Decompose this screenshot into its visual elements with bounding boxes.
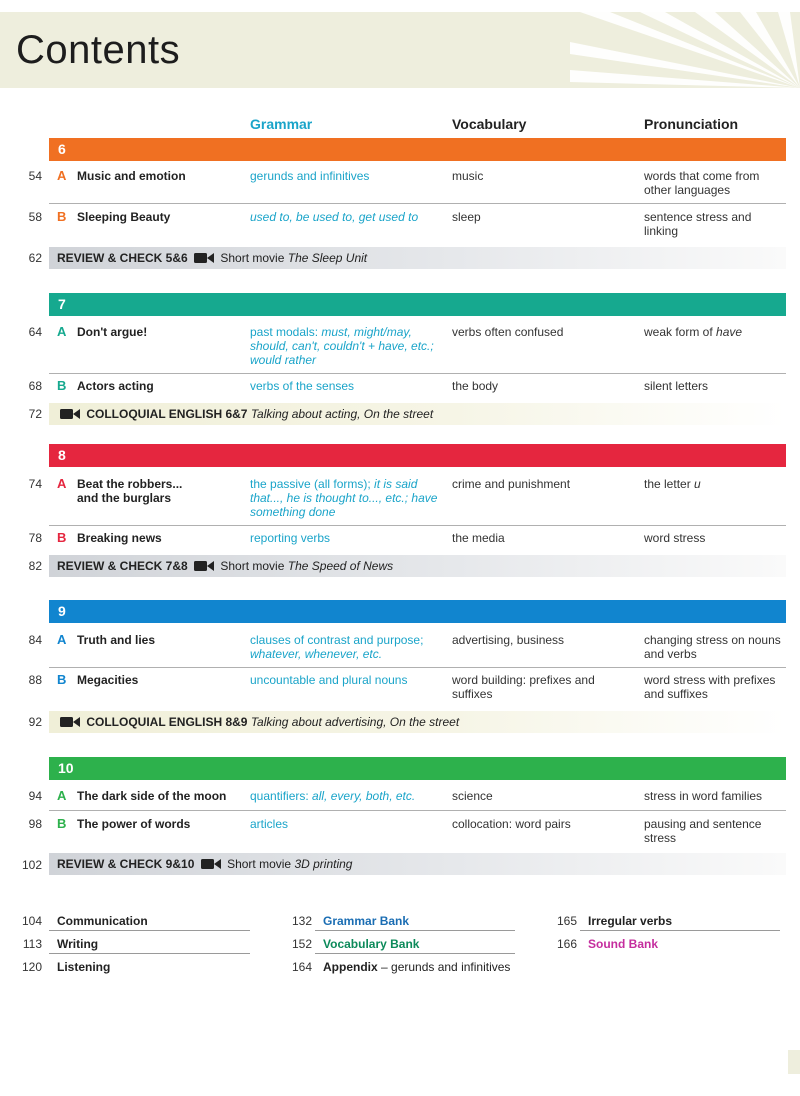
row-divider: [49, 203, 786, 204]
unit-7-header: 7: [49, 293, 786, 316]
lesson-vocabulary: music: [452, 169, 484, 183]
band-label: COLLOQUIAL ENGLISH 8&9: [86, 715, 248, 729]
lesson-letter: B: [57, 530, 67, 545]
page-number: 166: [556, 937, 577, 951]
review-check-band[interactable]: [49, 853, 786, 875]
band-label: REVIEW & CHECK 5&6: [57, 251, 188, 265]
row-divider: [49, 810, 786, 811]
band-title: Talking about advertising, On the street: [250, 715, 460, 729]
lesson-title: The dark side of the moon: [77, 789, 227, 803]
lesson-grammar: quantifiers: all, every, both, etc.: [250, 789, 416, 803]
row-divider: [49, 953, 250, 954]
page-number: 78: [28, 531, 42, 545]
sunburst-decoration: [570, 12, 800, 88]
page-number: 62: [28, 251, 42, 265]
footer-label: Communication: [57, 914, 148, 928]
column-header-pronunciation: Pronunciation: [644, 116, 739, 132]
page-number: 72: [28, 407, 42, 421]
page-corner-decoration: [788, 1050, 800, 1074]
lesson-letter: A: [57, 788, 67, 803]
row-divider: [49, 373, 786, 374]
row-divider: [315, 953, 515, 954]
lesson-pronunciation: stress in word families: [644, 789, 763, 803]
band-prefix: Short movie: [227, 857, 292, 871]
unit-9-header: 9: [49, 600, 786, 623]
page-number: 84: [28, 633, 42, 647]
row-divider: [49, 667, 786, 668]
lesson-vocabulary: collocation: word pairs: [452, 817, 571, 831]
lesson-pronunciation: changing stress on nouns and verbs: [644, 633, 781, 661]
lesson-grammar: articles: [250, 817, 289, 831]
lesson-letter: A: [57, 168, 67, 183]
page-number: 94: [28, 789, 42, 803]
lesson-vocabulary: science: [452, 789, 493, 803]
page-number: 58: [28, 210, 42, 224]
page-number: 164: [291, 960, 312, 974]
lesson-grammar: verbs of the senses: [250, 379, 355, 393]
lesson-title: Breaking news: [77, 531, 162, 545]
lesson-grammar: the passive (all forms); it is said that..., he is thought to..., etc.; have something done: [250, 477, 438, 519]
page-number: 102: [21, 858, 42, 872]
page-number: 68: [28, 379, 42, 393]
colloquial-english-band[interactable]: [49, 711, 786, 733]
footer-link-appendix[interactable]: [270, 960, 570, 980]
band-title: 3D printing: [294, 857, 353, 871]
footer-link-communication[interactable]: [0, 914, 260, 934]
band-prefix: Short movie: [220, 251, 285, 265]
video-camera-icon: [194, 252, 214, 264]
row-divider: [49, 930, 250, 931]
video-camera-icon: [60, 716, 80, 728]
lesson-letter: B: [57, 209, 67, 224]
lesson-title: Don't argue!: [77, 325, 148, 339]
lesson-grammar: gerunds and infinitives: [250, 169, 370, 183]
page-header: [0, 12, 800, 88]
lesson-letter: B: [57, 816, 67, 831]
band-label: COLLOQUIAL ENGLISH 6&7: [86, 407, 248, 421]
lesson-pronunciation: pausing and sentence stress: [644, 817, 762, 845]
page-number: 54: [28, 169, 42, 183]
lesson-title: Truth and lies: [77, 633, 156, 647]
lesson-grammar: used to, be used to, get used to: [250, 210, 419, 224]
column-header-vocabulary: Vocabulary: [452, 116, 527, 132]
lesson-title: Beat the robbers... and the burglars: [77, 477, 183, 505]
unit-8-header: 8: [49, 444, 786, 467]
band-prefix: Short movie: [220, 559, 285, 573]
row-divider: [49, 525, 786, 526]
lesson-grammar: clauses of contrast and purpose; whatever, whenever, etc.: [250, 633, 424, 661]
row-divider: [315, 930, 515, 931]
page-number: 165: [556, 914, 577, 928]
lesson-vocabulary: verbs often confused: [452, 325, 564, 339]
page-number: 132: [291, 914, 312, 928]
footer-label: Appendix – gerunds and infinitives: [323, 960, 511, 974]
footer-label: Irregular verbs: [588, 914, 673, 928]
video-camera-icon: [201, 858, 221, 870]
page-number: 88: [28, 673, 42, 687]
lesson-vocabulary: the media: [452, 531, 505, 545]
lesson-pronunciation: words that come from other languages: [644, 169, 760, 197]
footer-link-irregular-verbs[interactable]: [535, 914, 795, 934]
lesson-vocabulary: advertising, business: [452, 633, 565, 647]
footer-link-writing[interactable]: [0, 937, 260, 957]
page-number: 120: [21, 960, 42, 974]
lesson-pronunciation: silent letters: [644, 379, 709, 393]
lesson-vocabulary: sleep: [452, 210, 481, 224]
lesson-grammar: uncountable and plural nouns: [250, 673, 408, 687]
footer-label: Vocabulary Bank: [323, 937, 420, 951]
lesson-grammar: reporting verbs: [250, 531, 331, 545]
page-number: 98: [28, 817, 42, 831]
footer-label: Listening: [57, 960, 111, 974]
video-camera-icon: [194, 560, 214, 572]
lesson-letter: B: [57, 672, 67, 687]
lesson-pronunciation: word stress: [644, 531, 706, 545]
page-number: 104: [21, 914, 42, 928]
lesson-grammar: past modals: must, might/may, should, can't, couldn't + have, etc.; would rather: [250, 325, 434, 367]
page-number: 74: [28, 477, 42, 491]
colloquial-english-band[interactable]: [49, 403, 786, 425]
page-number: 82: [28, 559, 42, 573]
band-label: REVIEW & CHECK 7&8: [57, 559, 188, 573]
footer-link-listening[interactable]: [0, 960, 260, 980]
lesson-vocabulary: the body: [452, 379, 499, 393]
band-title: The Sleep Unit: [287, 251, 368, 265]
lesson-letter: A: [57, 632, 67, 647]
lesson-letter: A: [57, 324, 67, 339]
page-number: 92: [28, 715, 42, 729]
lesson-letter: B: [57, 378, 67, 393]
lesson-title: Sleeping Beauty: [77, 210, 171, 224]
lesson-pronunciation: sentence stress and linking: [644, 210, 752, 238]
video-camera-icon: [60, 408, 80, 420]
lesson-title: Music and emotion: [77, 169, 186, 183]
band-label: REVIEW & CHECK 9&10: [57, 857, 195, 871]
lesson-title: Actors acting: [77, 379, 154, 393]
review-check-band[interactable]: [49, 555, 786, 577]
lesson-vocabulary: word building: prefixes and suffixes: [452, 673, 595, 701]
footer-label: Writing: [57, 937, 99, 951]
unit-10-header: 10: [49, 757, 786, 780]
lesson-title: The power of words: [77, 817, 191, 831]
page-number: 64: [28, 325, 42, 339]
lesson-letter: A: [57, 476, 67, 491]
footer-link-sound-bank[interactable]: [535, 937, 795, 957]
footer-link-grammar-bank[interactable]: [270, 914, 530, 934]
lesson-pronunciation: weak form of have: [644, 325, 743, 339]
unit-6-header: 6: [49, 138, 786, 161]
review-check-band[interactable]: [49, 247, 786, 269]
band-title: The Speed of News: [287, 559, 394, 573]
lesson-pronunciation: the letter u: [644, 477, 701, 491]
lesson-title: Megacities: [77, 673, 139, 687]
column-header-grammar: Grammar: [250, 116, 313, 132]
page-number: 113: [22, 937, 42, 951]
footer-label: Grammar Bank: [323, 914, 410, 928]
band-title: Talking about acting, On the street: [250, 407, 434, 421]
page-number: 152: [291, 937, 312, 951]
page-title: Contents: [16, 28, 181, 72]
lesson-pronunciation: word stress with prefixes and suffixes: [644, 673, 776, 701]
row-divider: [580, 930, 780, 931]
footer-label: Sound Bank: [588, 937, 659, 951]
footer-link-vocabulary-bank[interactable]: [270, 937, 530, 957]
lesson-vocabulary: crime and punishment: [452, 477, 571, 491]
